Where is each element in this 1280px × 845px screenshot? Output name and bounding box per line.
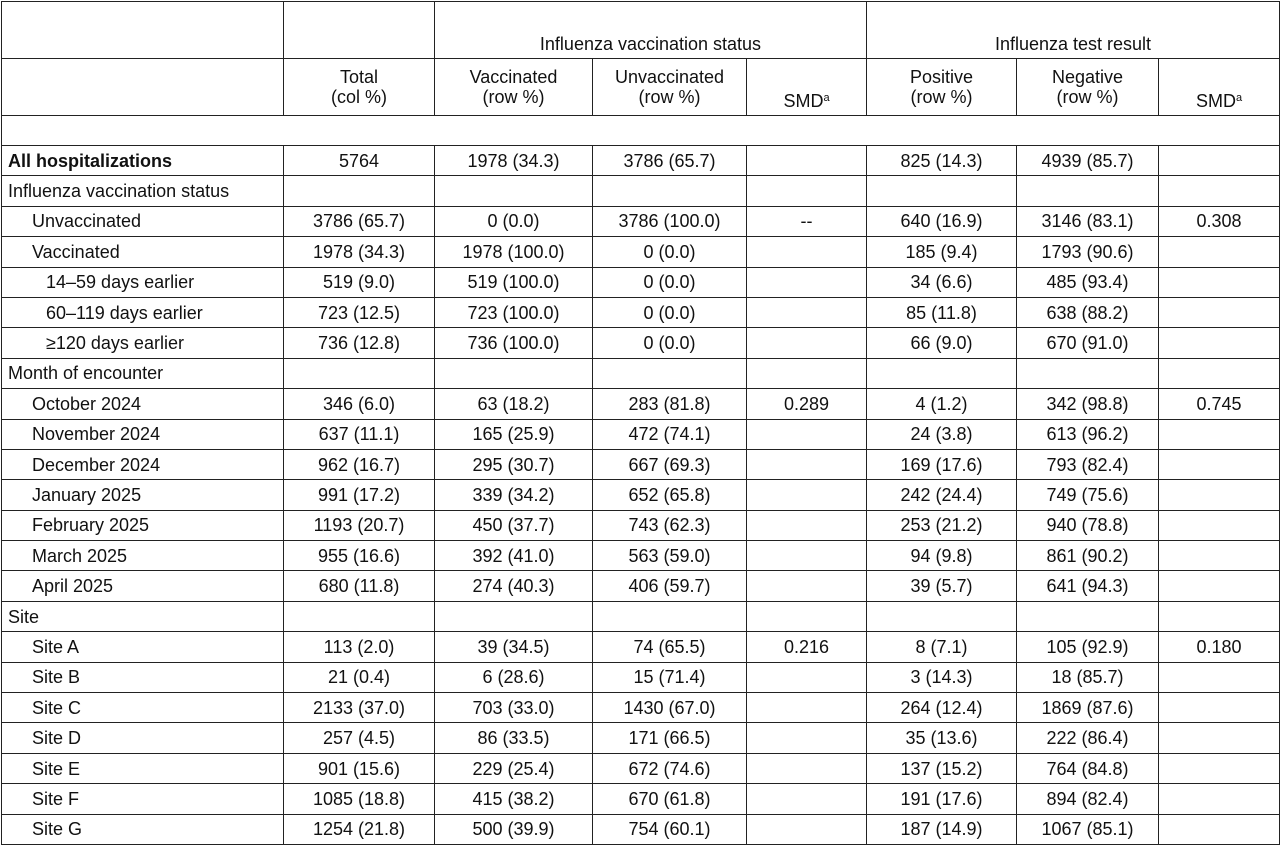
cell-total: 962 (16.7): [284, 449, 435, 479]
cell-smd-vaccination: [747, 328, 867, 358]
cell-smd-test: [1159, 693, 1280, 723]
header-vaccinated: [435, 59, 593, 116]
row-label: Unvaccinated: [2, 206, 284, 236]
cell-smd-test: [1159, 328, 1280, 358]
header-vaccinated-line1: Vaccinated: [469, 67, 558, 87]
cell-smd-vaccination: [747, 814, 867, 844]
row-label: Site G: [2, 814, 284, 844]
cell-total: 736 (12.8): [284, 328, 435, 358]
cell-unvaccinated: 743 (62.3): [593, 510, 747, 540]
cell-unvaccinated: 15 (71.4): [593, 662, 747, 692]
cell-total: 637 (11.1): [284, 419, 435, 449]
row-site-b: [2, 662, 1280, 692]
cell-negative: 638 (88.2): [1017, 297, 1159, 327]
cell-smd-vaccination: [747, 297, 867, 327]
header-unvaccinated: [593, 59, 747, 116]
cell-smd-test: [1159, 753, 1280, 783]
section-label: Site: [2, 601, 284, 631]
cell-smd-test: [1159, 297, 1280, 327]
cell-vaccinated: 6 (28.6): [435, 662, 593, 692]
cell-smd-test: 0.745: [1159, 389, 1280, 419]
cell-negative: 1067 (85.1): [1017, 814, 1159, 844]
cell-unvaccinated: 472 (74.1): [593, 419, 747, 449]
cell-positive: 66 (9.0): [867, 328, 1017, 358]
row-label: February 2025: [2, 510, 284, 540]
cell-vaccinated: 1978 (34.3): [435, 146, 593, 176]
cell-unvaccinated: 0 (0.0): [593, 267, 747, 297]
cell-total: 1254 (21.8): [284, 814, 435, 844]
cell-total: 2133 (37.0): [284, 693, 435, 723]
header-negative: [1017, 59, 1159, 116]
cell-negative: 894 (82.4): [1017, 784, 1159, 814]
header-total-line2: (col %): [330, 87, 387, 107]
row-site-e: [2, 753, 1280, 783]
cell-vaccinated: 500 (39.9): [435, 814, 593, 844]
cell-negative: 641 (94.3): [1017, 571, 1159, 601]
cell-unvaccinated: 563 (59.0): [593, 541, 747, 571]
cell-total: 1193 (20.7): [284, 510, 435, 540]
cell-negative: 222 (86.4): [1017, 723, 1159, 753]
row-all-hospitalizations: [2, 146, 1280, 176]
cell-positive: 169 (17.6): [867, 449, 1017, 479]
cell-negative: 105 (92.9): [1017, 632, 1159, 662]
row-label: Site C: [2, 693, 284, 723]
row-label: March 2025: [2, 541, 284, 571]
cell-smd-test: [1159, 784, 1280, 814]
cell-negative: 764 (84.8): [1017, 753, 1159, 783]
data-table: [1, 1, 1280, 845]
cell-unvaccinated: 283 (81.8): [593, 389, 747, 419]
section-label: Influenza vaccination status: [2, 176, 284, 206]
cell-vaccinated: 229 (25.4): [435, 753, 593, 783]
section-month-of-encounter: [2, 358, 1280, 388]
section-label: Month of encounter: [2, 358, 284, 388]
spacer-row: [2, 116, 1280, 146]
row-label: November 2024: [2, 419, 284, 449]
cell-smd-vaccination: [747, 723, 867, 753]
cell-total: 113 (2.0): [284, 632, 435, 662]
cell-unvaccinated: 667 (69.3): [593, 449, 747, 479]
cell-vaccinated: 450 (37.7): [435, 510, 593, 540]
header-unvaccinated-line2: (row %): [638, 87, 701, 107]
cell-smd-test: [1159, 571, 1280, 601]
cell-positive: 85 (11.8): [867, 297, 1017, 327]
header-smd-footnote: a: [823, 92, 830, 104]
row-label: April 2025: [2, 571, 284, 601]
cell-positive: 191 (17.6): [867, 784, 1017, 814]
row-site-c: [2, 693, 1280, 723]
header-smd-label: SMD: [783, 91, 824, 111]
row-vaccinated: [2, 237, 1280, 267]
row-label: 60–119 days earlier: [2, 297, 284, 327]
cell-total: 5764: [284, 146, 435, 176]
section-site: [2, 601, 1280, 631]
cell-unvaccinated: 652 (65.8): [593, 480, 747, 510]
row-label: Site E: [2, 753, 284, 783]
row-site-d: [2, 723, 1280, 753]
row-site-a: [2, 632, 1280, 662]
cell-smd-test: [1159, 146, 1280, 176]
cell-smd-vaccination: 0.289: [747, 389, 867, 419]
cell-smd-vaccination: 0.216: [747, 632, 867, 662]
cell-smd-vaccination: [747, 267, 867, 297]
cell-smd-test: [1159, 541, 1280, 571]
cell-unvaccinated: 672 (74.6): [593, 753, 747, 783]
cell-total: 21 (0.4): [284, 662, 435, 692]
cell-smd-vaccination: [747, 753, 867, 783]
header-smd-footnote: a: [1235, 92, 1243, 104]
row-label: January 2025: [2, 480, 284, 510]
row-label: October 2024: [2, 389, 284, 419]
cell-total: 680 (11.8): [284, 571, 435, 601]
cell-vaccinated: 703 (33.0): [435, 693, 593, 723]
cell-total: 3786 (65.7): [284, 206, 435, 236]
cell-negative: 749 (75.6): [1017, 480, 1159, 510]
cell-positive: 253 (21.2): [867, 510, 1017, 540]
cell-vaccinated: 86 (33.5): [435, 723, 593, 753]
row-april-2025: [2, 571, 1280, 601]
row-60-119-days: [2, 297, 1280, 327]
cell-total: 901 (15.6): [284, 753, 435, 783]
cell-positive: 825 (14.3): [867, 146, 1017, 176]
cell-smd-test: [1159, 419, 1280, 449]
cell-vaccinated: 415 (38.2): [435, 784, 593, 814]
cell-vaccinated: 39 (34.5): [435, 632, 593, 662]
cell-vaccinated: 295 (30.7): [435, 449, 593, 479]
cell-positive: 8 (7.1): [867, 632, 1017, 662]
cell-positive: 24 (3.8): [867, 419, 1017, 449]
cell-smd-vaccination: [747, 693, 867, 723]
cell-negative: 793 (82.4): [1017, 449, 1159, 479]
cell-smd-vaccination: [747, 419, 867, 449]
cell-total: 257 (4.5): [284, 723, 435, 753]
cell-smd-vaccination: [747, 541, 867, 571]
header-positive-line1: Positive: [909, 67, 974, 87]
cell-smd-vaccination: [747, 449, 867, 479]
header-total-line1: Total: [339, 67, 379, 87]
cell-smd-vaccination: [747, 146, 867, 176]
cell-negative: 485 (93.4): [1017, 267, 1159, 297]
cell-smd-vaccination: [747, 237, 867, 267]
row-site-g: [2, 814, 1280, 844]
header-column-row: [2, 59, 1280, 116]
row-label: Site B: [2, 662, 284, 692]
header-unvaccinated-line1: Unvaccinated: [614, 67, 725, 87]
cell-positive: 187 (14.9): [867, 814, 1017, 844]
cell-negative: 670 (91.0): [1017, 328, 1159, 358]
row-site-f: [2, 784, 1280, 814]
header-negative-line1: Negative: [1051, 67, 1124, 87]
cell-smd-test: [1159, 267, 1280, 297]
cell-smd-test: [1159, 814, 1280, 844]
cell-smd-test: [1159, 510, 1280, 540]
cell-smd-test: [1159, 723, 1280, 753]
header-total: [284, 59, 435, 116]
cell-vaccinated: 63 (18.2): [435, 389, 593, 419]
cell-negative: 1793 (90.6): [1017, 237, 1159, 267]
header-test-group: Influenza test result: [867, 2, 1280, 59]
cell-vaccinated: 165 (25.9): [435, 419, 593, 449]
cell-negative: 342 (98.8): [1017, 389, 1159, 419]
cell-positive: 137 (15.2): [867, 753, 1017, 783]
row-october-2024: [2, 389, 1280, 419]
header-positive-line2: (row %): [910, 87, 973, 107]
cell-unvaccinated: 3786 (65.7): [593, 146, 747, 176]
cell-negative: 613 (96.2): [1017, 419, 1159, 449]
cell-unvaccinated: 406 (59.7): [593, 571, 747, 601]
cell-vaccinated: 736 (100.0): [435, 328, 593, 358]
cell-vaccinated: 723 (100.0): [435, 297, 593, 327]
row-november-2024: [2, 419, 1280, 449]
cell-unvaccinated: 0 (0.0): [593, 297, 747, 327]
header-positive: [867, 59, 1017, 116]
cell-positive: 185 (9.4): [867, 237, 1017, 267]
cell-smd-vaccination: --: [747, 206, 867, 236]
cell-unvaccinated: 754 (60.1): [593, 814, 747, 844]
cell-smd-test: [1159, 480, 1280, 510]
header-empty-cell: [284, 2, 435, 59]
header-smd-label: SMD: [1195, 91, 1236, 111]
row-label: Site F: [2, 784, 284, 814]
section-vaccination-status: [2, 176, 1280, 206]
row-label: 14–59 days earlier: [2, 267, 284, 297]
row-label: All hospitalizations: [2, 146, 284, 176]
cell-unvaccinated: 3786 (100.0): [593, 206, 747, 236]
cell-smd-test: 0.180: [1159, 632, 1280, 662]
cell-vaccinated: 274 (40.3): [435, 571, 593, 601]
cell-unvaccinated: 0 (0.0): [593, 237, 747, 267]
cell-smd-vaccination: [747, 480, 867, 510]
cell-total: 955 (16.6): [284, 541, 435, 571]
cell-negative: 940 (78.8): [1017, 510, 1159, 540]
row-14-59-days: [2, 267, 1280, 297]
header-smd-vaccination: [747, 59, 867, 116]
cell-unvaccinated: 74 (65.5): [593, 632, 747, 662]
cell-positive: 264 (12.4): [867, 693, 1017, 723]
row-label: December 2024: [2, 449, 284, 479]
cell-vaccinated: 339 (34.2): [435, 480, 593, 510]
header-vaccination-group: Influenza vaccination status: [435, 2, 867, 59]
cell-positive: 35 (13.6): [867, 723, 1017, 753]
row-label: Site D: [2, 723, 284, 753]
cell-unvaccinated: 670 (61.8): [593, 784, 747, 814]
row-unvaccinated: [2, 206, 1280, 236]
cell-positive: 4 (1.2): [867, 389, 1017, 419]
row-label: Site A: [2, 632, 284, 662]
row-february-2025: [2, 510, 1280, 540]
cell-positive: 3 (14.3): [867, 662, 1017, 692]
row-january-2025: [2, 480, 1280, 510]
cell-unvaccinated: 0 (0.0): [593, 328, 747, 358]
header-empty-cell: [2, 59, 284, 116]
cell-positive: 39 (5.7): [867, 571, 1017, 601]
cell-unvaccinated: 1430 (67.0): [593, 693, 747, 723]
cell-negative: 861 (90.2): [1017, 541, 1159, 571]
row-label: ≥120 days earlier: [2, 328, 284, 358]
cell-negative: 18 (85.7): [1017, 662, 1159, 692]
cell-total: 1978 (34.3): [284, 237, 435, 267]
cell-smd-vaccination: [747, 571, 867, 601]
cell-smd-test: [1159, 237, 1280, 267]
cell-total: 991 (17.2): [284, 480, 435, 510]
cell-vaccinated: 392 (41.0): [435, 541, 593, 571]
cell-total: 723 (12.5): [284, 297, 435, 327]
cell-vaccinated: 0 (0.0): [435, 206, 593, 236]
cell-smd-vaccination: [747, 510, 867, 540]
cell-positive: 94 (9.8): [867, 541, 1017, 571]
cell-positive: 640 (16.9): [867, 206, 1017, 236]
cell-smd-test: [1159, 662, 1280, 692]
header-group-row: [2, 2, 1280, 59]
row-december-2024: [2, 449, 1280, 479]
cell-total: 519 (9.0): [284, 267, 435, 297]
cell-smd-test: [1159, 449, 1280, 479]
header-negative-line2: (row %): [1056, 87, 1119, 107]
cell-smd-test: 0.308: [1159, 206, 1280, 236]
header-smd-test: [1159, 59, 1280, 116]
row-120-days: [2, 328, 1280, 358]
cell-negative: 3146 (83.1): [1017, 206, 1159, 236]
cell-unvaccinated: 171 (66.5): [593, 723, 747, 753]
cell-vaccinated: 1978 (100.0): [435, 237, 593, 267]
cell-total: 346 (6.0): [284, 389, 435, 419]
row-label: Vaccinated: [2, 237, 284, 267]
header-empty-cell: [2, 2, 284, 59]
spacer-cell: [2, 116, 1280, 146]
header-vaccinated-line2: (row %): [482, 87, 545, 107]
cell-total: 1085 (18.8): [284, 784, 435, 814]
cell-smd-vaccination: [747, 662, 867, 692]
cell-positive: 34 (6.6): [867, 267, 1017, 297]
cell-negative: 4939 (85.7): [1017, 146, 1159, 176]
cell-vaccinated: 519 (100.0): [435, 267, 593, 297]
cell-smd-vaccination: [747, 784, 867, 814]
cell-negative: 1869 (87.6): [1017, 693, 1159, 723]
cell-positive: 242 (24.4): [867, 480, 1017, 510]
row-march-2025: [2, 541, 1280, 571]
